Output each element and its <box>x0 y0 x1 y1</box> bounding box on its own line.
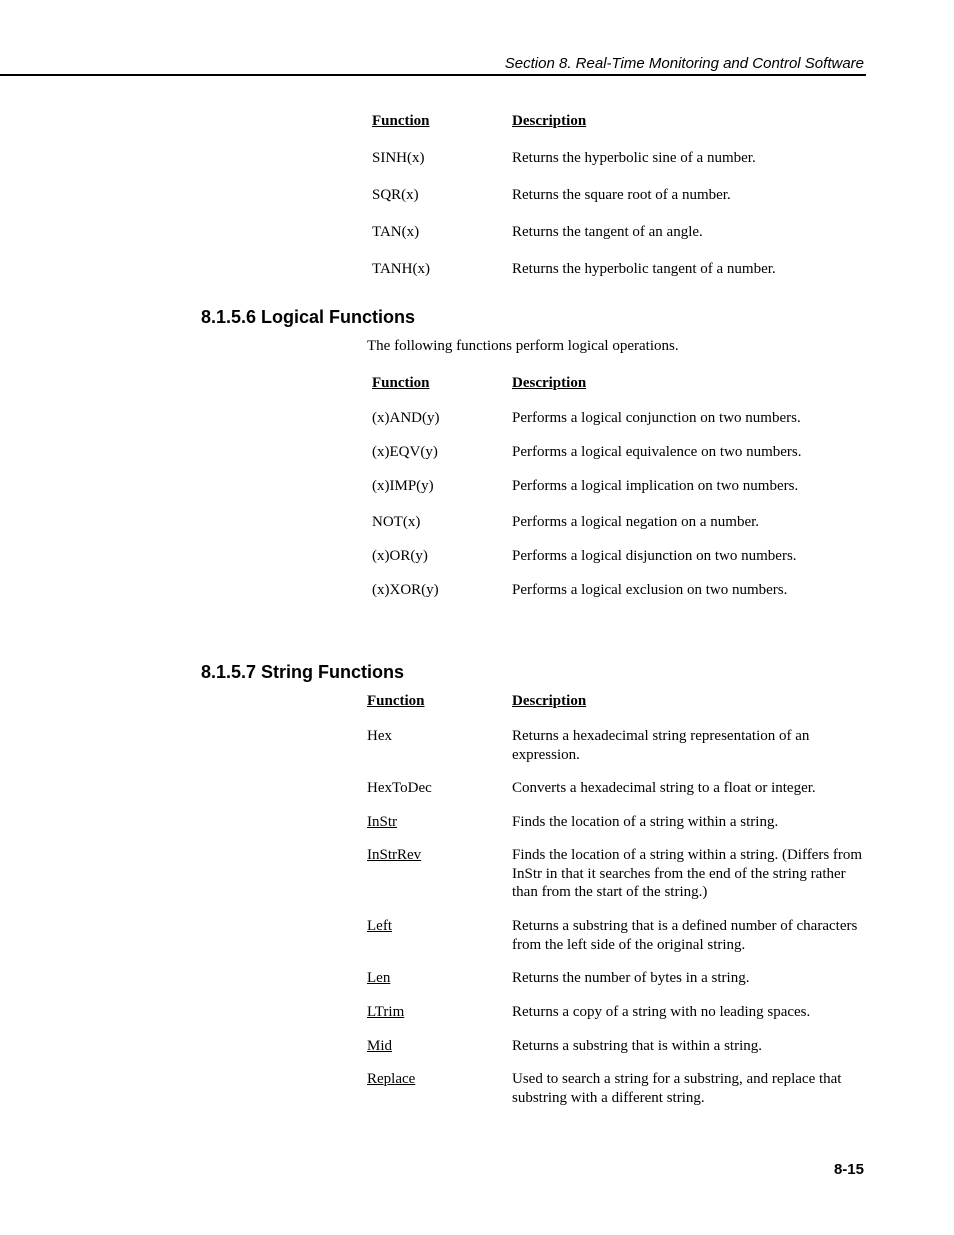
function-link-len[interactable]: Len <box>367 970 391 986</box>
function-link-mid[interactable]: Mid <box>367 1038 393 1054</box>
column-header-function: Function <box>372 375 430 391</box>
function-name: (x)XOR(y) <box>372 582 439 598</box>
function-link-left[interactable]: Left <box>367 918 392 934</box>
function-description: Returns a copy of a string with no leading spaces. <box>512 1004 811 1020</box>
function-description: Performs a logical disjunction on two numbers. <box>512 548 797 564</box>
function-description: Performs a logical conjunction on two numbers. <box>512 410 801 426</box>
function-link-replace[interactable]: Replace <box>367 1071 416 1087</box>
function-name: TAN(x) <box>372 224 420 240</box>
section-heading-string: 8.1.5.7 String Functions <box>201 662 405 682</box>
function-name: (x)AND(y) <box>372 410 440 426</box>
function-description: Returns a substring that is within a string. <box>512 1038 762 1054</box>
function-description: Returns the square root of a number. <box>512 187 731 203</box>
function-name: HexToDec <box>367 780 432 796</box>
function-name: (x)OR(y) <box>372 548 428 564</box>
column-header-function: Function <box>367 693 425 709</box>
function-description: Performs a logical implication on two numbers. <box>512 478 799 494</box>
function-name: SQR(x) <box>372 187 419 203</box>
function-description: Performs a logical negation on a number. <box>512 514 760 530</box>
column-header-description: Description <box>512 113 587 129</box>
function-link-instrrev[interactable]: InStrRev <box>367 847 422 863</box>
function-description: Returns the hyperbolic sine of a number. <box>512 150 756 166</box>
column-header-description: Description <box>512 375 587 391</box>
function-name: Hex <box>367 728 392 744</box>
function-description: Used to search a string for a substring, and replace that substring with a different string. <box>512 1071 842 1106</box>
running-title: Section 8. Real-Time Monitoring and Control Software <box>504 55 864 72</box>
page-number: 8-15 <box>833 1161 864 1178</box>
section-heading-logical: 8.1.5.6 Logical Functions <box>201 307 416 327</box>
function-name: (x)IMP(y) <box>372 478 434 494</box>
header-rule <box>0 74 866 76</box>
section-intro: The following functions perform logical operations. <box>367 338 679 354</box>
function-description: Finds the location of a string within a string. (Differs from InStr in that it searches from the end of the string rather than from the start of the string.) <box>512 847 863 900</box>
function-description: Returns the hyperbolic tangent of a number. <box>512 261 776 277</box>
function-link-ltrim[interactable]: LTrim <box>367 1004 405 1020</box>
function-description: Returns the number of bytes in a string. <box>512 970 750 986</box>
function-description: Converts a hexadecimal string to a float or integer. <box>512 780 816 796</box>
function-name: (x)EQV(y) <box>372 444 438 460</box>
function-name: NOT(x) <box>372 514 421 530</box>
function-description: Returns a hexadecimal string representation of an expression. <box>512 728 810 763</box>
function-description: Performs a logical exclusion on two numbers. <box>512 582 788 598</box>
function-description: Finds the location of a string within a string. <box>512 814 779 830</box>
function-link-instr[interactable]: InStr <box>367 814 397 830</box>
column-header-description: Description <box>512 693 587 709</box>
function-description: Returns the tangent of an angle. <box>512 224 703 240</box>
function-name: TANH(x) <box>372 261 430 277</box>
function-description: Performs a logical equivalence on two numbers. <box>512 444 802 460</box>
function-name: SINH(x) <box>372 150 425 166</box>
column-header-function: Function <box>372 113 430 129</box>
function-description: Returns a substring that is a defined number of characters from the left side of the original string. <box>512 918 858 953</box>
